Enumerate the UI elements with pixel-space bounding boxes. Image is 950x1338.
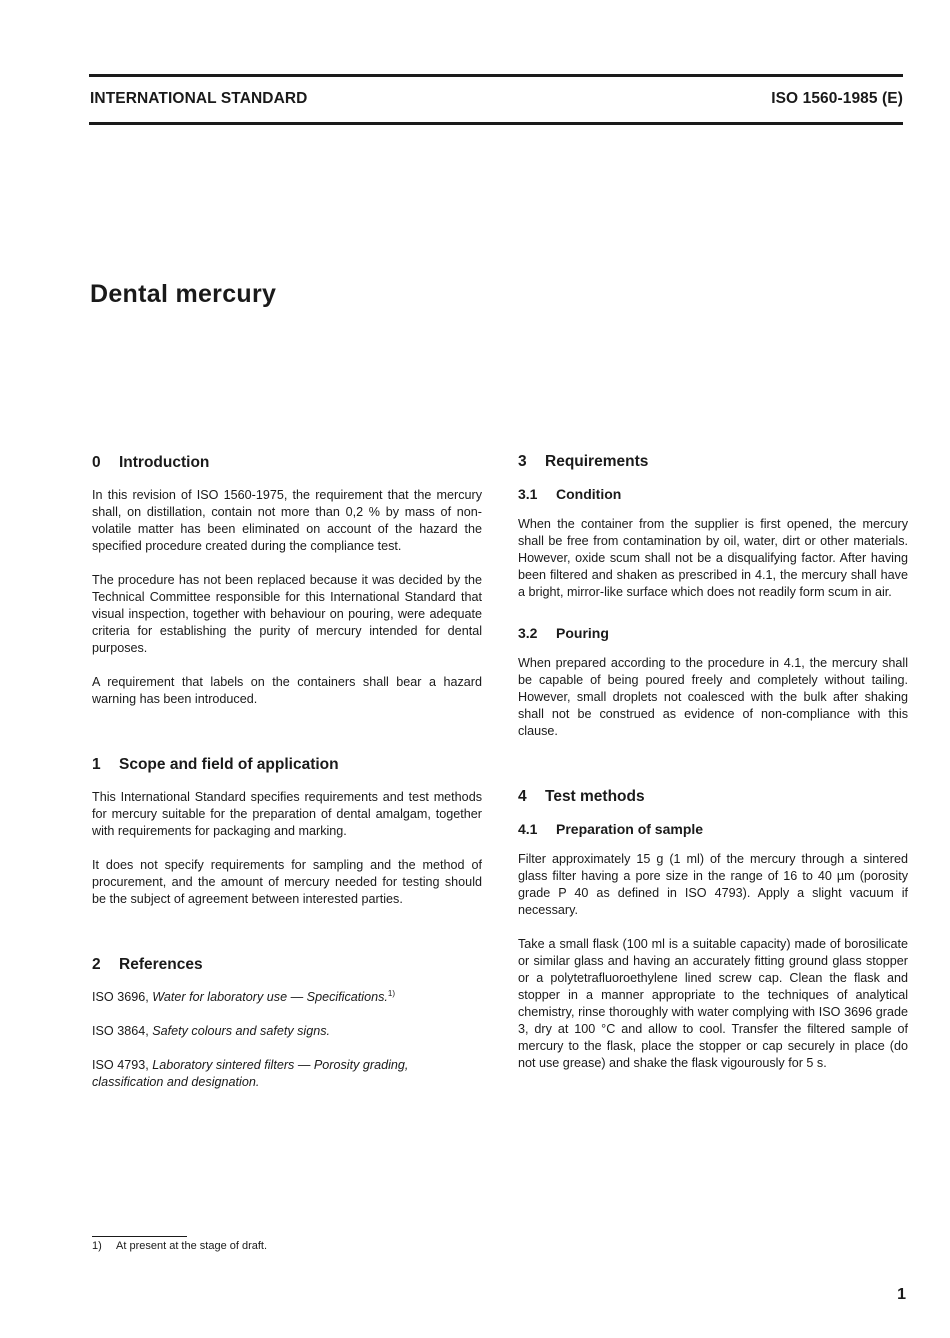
footnote-rule: [92, 1236, 187, 1237]
subsection-number: 3.2: [518, 625, 538, 641]
subsection-title: Pouring: [556, 625, 609, 641]
footnote-marker: 1): [387, 988, 395, 998]
right-column: [518, 452, 908, 1089]
page-number: 1: [897, 1286, 906, 1303]
subsection-3-1-heading: [518, 485, 908, 503]
preparation-paragraph-1: Filter approximately 15 g (1 ml) of the mercury through a sintered glass filter having a pore size in the range of 16 to 40 µm (porosity grade P 40 as defined in ISO 4793). Apply a slight vacuum if necessary.: [518, 852, 908, 917]
section-0-heading: [92, 453, 482, 473]
section-title: References: [119, 956, 203, 973]
section-number: 4: [518, 788, 527, 805]
left-column: [92, 453, 482, 1108]
footnote-number: 1): [92, 1240, 102, 1252]
section-title: Test methods: [545, 788, 645, 805]
subsection-title: Preparation of sample: [556, 821, 704, 837]
header-document-type: INTERNATIONAL STANDARD: [90, 90, 308, 107]
section-3-heading: [518, 452, 908, 472]
header-top-rule: [89, 74, 903, 77]
reference-title: Safety colours and safety signs.: [152, 1024, 331, 1038]
section-number: 0: [92, 454, 101, 471]
reference-code: ISO 3864,: [92, 1024, 149, 1038]
subsection-number: 3.1: [518, 486, 538, 502]
subsection-number: 4.1: [518, 821, 538, 837]
intro-paragraph-2: The procedure has not been replaced because it was decided by the Technical Committee responsible for this International Standard that visual inspection, together with behaviour on pouring, were adequate criteria for establishing the purity of mercury intended for dental purposes.: [92, 573, 482, 655]
section-title: Introduction: [119, 454, 210, 471]
reference-item: [92, 1057, 482, 1091]
reference-code: ISO 3696,: [92, 990, 149, 1004]
header-bottom-rule: [89, 122, 903, 125]
footnote: [92, 1240, 267, 1252]
section-number: 2: [92, 956, 101, 973]
document-title: Dental mercury: [90, 280, 277, 308]
intro-paragraph-1: In this revision of ISO 1560-1975, the requirement that the mercury shall, on distillation, contain not more than 0,2 % by mass of non-volatile matter has been eliminated on account of the hazard the specified procedure created during the compliance test.: [92, 488, 482, 553]
footnote-text: At present at the stage of draft.: [116, 1240, 268, 1252]
header-standard-number: ISO 1560-1985 (E): [771, 90, 903, 107]
pouring-paragraph: When prepared according to the procedure in 4.1, the mercury shall be capable of being poured freely and completely without tailing. However, small droplets not coalesced with the bulk after shaking shall not be construed as evidence of non-compliance with this clause.: [518, 656, 908, 738]
preparation-paragraph-2: Take a small flask (100 ml is a suitable capacity) made of borosilicate or similar glass and having an accurately fitting ground glass stopper or a polytetrafluoroethylene lined screw cap. Clean the flask and stopper in a manner appropriate to the techniques of analytical chemistry, rinse thoroughly with water complying with ISO 3696 grade 3, dry at 100 °C and allow to cool. Transfer the filtered sample of mercury to the flask, place the stopper or cap securely in place (do not use grease) and shake the flask vigourously for 5 s.: [518, 937, 908, 1070]
scope-paragraph-2: It does not specify requirements for sampling and the method of procurement, and the amount of mercury needed for testing should be the subject of agreement between interested parties.: [92, 858, 482, 906]
subsection-title: Condition: [556, 486, 622, 502]
section-title: Scope and field of application: [119, 756, 339, 773]
reference-item: [92, 989, 482, 1006]
section-number: 1: [92, 756, 101, 773]
section-title: Requirements: [545, 453, 649, 470]
reference-code: ISO 4793,: [92, 1058, 149, 1072]
condition-paragraph: When the container from the supplier is first opened, the mercury shall be free from contamination by oil, water, dirt or other materials. However, oxide scum shall not be a disqualifying factor. After having been filtered and shaken as prescribed in 4.1, the mercury shall have a bright, mirror-like surface which does not readily form scum in air.: [518, 517, 908, 599]
reference-item: [92, 1023, 482, 1040]
intro-paragraph-3: A requirement that labels on the containers shall bear a hazard warning has been introduced.: [92, 675, 482, 706]
subsection-4-1-heading: [518, 820, 908, 838]
scope-paragraph-1: This International Standard specifies requirements and test methods for mercury suitable for the preparation of dental amalgam, together with requirements for packaging and marking.: [92, 790, 482, 838]
section-2-heading: [92, 955, 482, 975]
section-1-heading: [92, 755, 482, 775]
reference-title: Water for laboratory use — Specifications.: [152, 990, 388, 1004]
section-number: 3: [518, 453, 527, 470]
reference-title: Laboratory sintered filters — Porosity grading, classification and designation.: [92, 1058, 409, 1089]
subsection-3-2-heading: [518, 624, 908, 642]
section-4-heading: [518, 787, 908, 807]
